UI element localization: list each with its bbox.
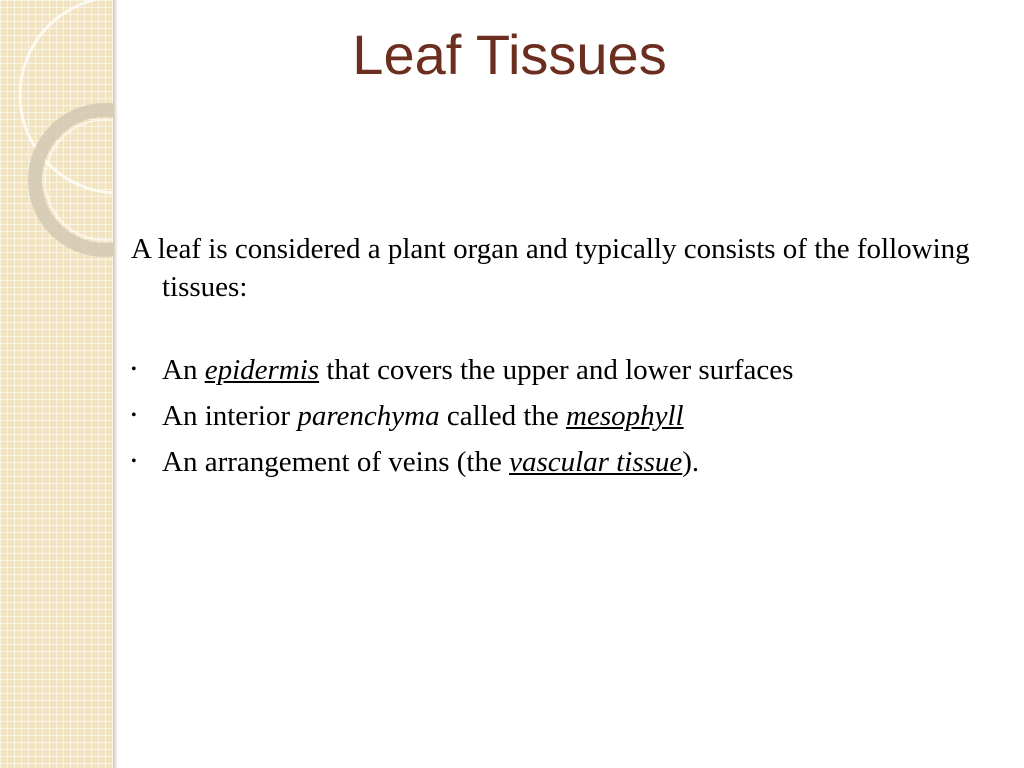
term-epidermis: epidermis bbox=[204, 354, 320, 386]
list-item-mesophyll bbox=[131, 397, 1001, 435]
thick-circle-ring bbox=[35, 110, 113, 250]
tissue-list bbox=[131, 351, 1001, 481]
list-item-text: ). bbox=[682, 446, 700, 478]
list-item-text: An interior bbox=[162, 400, 298, 432]
side-panel-shadow bbox=[113, 0, 118, 768]
bullet-icon: • bbox=[131, 453, 137, 470]
bullet-icon: • bbox=[131, 361, 137, 378]
list-item-text: An arrangement of veins (the bbox=[162, 446, 510, 478]
decorative-side-panel bbox=[0, 0, 113, 768]
list-item-epidermis bbox=[131, 351, 1001, 389]
list-item-text: An bbox=[162, 354, 205, 386]
list-item-text: called the bbox=[439, 400, 567, 432]
bullet-icon: • bbox=[131, 407, 137, 424]
list-item-text: that covers the upper and lower surfaces bbox=[319, 354, 794, 386]
intro-paragraph: A leaf is considered a plant organ and typically consists of the following tissues: bbox=[131, 233, 970, 303]
term-mesophyll: mesophyll bbox=[566, 400, 684, 432]
term-parenchyma: parenchyma bbox=[297, 400, 440, 432]
slide-title-text: Leaf Tissues bbox=[352, 23, 667, 86]
slide-body bbox=[131, 230, 1001, 489]
list-item-vascular-tissue bbox=[131, 443, 1001, 481]
slide-title bbox=[0, 22, 1024, 87]
term-vascular-tissue: vascular tissue bbox=[509, 446, 683, 478]
